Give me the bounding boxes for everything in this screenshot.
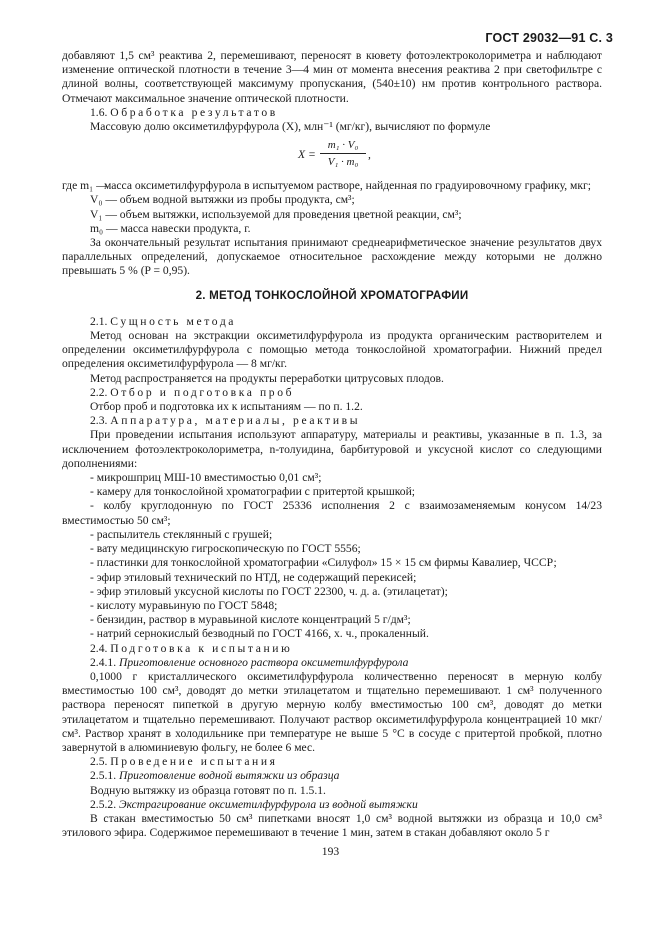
- section-number: 2.4.: [90, 641, 108, 655]
- paragraph-final-result: За окончательный результат испытания принимают среднеарифметическое значение результатов двух параллельных определений, допускаемое относительное расхождение между которыми не должно превышать 5 % (P = 0,95).: [62, 236, 602, 278]
- section-title: Проведение испытания: [110, 755, 278, 769]
- section-2-5-2-heading: [62, 798, 602, 812]
- section-2-5-heading: [62, 755, 602, 769]
- where-v1: V₁ — объем вытяжки, используемой для проведения цветной реакции, см³;: [90, 207, 462, 221]
- section-2-2-text: Отбор проб и подготовка их к испытаниям — по п. 1.2.: [90, 400, 363, 414]
- formula-denominator: V₁ · m₀: [327, 156, 359, 169]
- list-item: - микрошприц МШ-10 вместимостью 0,01 см³;: [90, 471, 322, 485]
- formula-tail: ,: [368, 148, 371, 162]
- page-header: ГОСТ 29032—91 С. 3: [485, 31, 613, 45]
- section-2-3-heading: [62, 414, 602, 428]
- list-item: - распылитель стеклянный с грушей;: [90, 527, 273, 541]
- list-item: - бензидин, раствор в муравьиной кислоте концентраций 5 г/дм³;: [90, 613, 411, 627]
- list-item: - колбу круглодонную по ГОСТ 25336 исполнения 2 с взаимозаменяемым конусом 14/23 вместимостью 50 см³;: [62, 499, 602, 527]
- where-m1: [62, 179, 602, 193]
- list-item: - кислоту муравьиную по ГОСТ 5848;: [90, 598, 278, 612]
- section-title: Сущность метода: [110, 314, 237, 328]
- paragraph-top: добавляют 1,5 см³ реактива 2, перемешивают, переносят в кювету фотоэлектроколориметра и наблюдают изменение оптической плотности в течение 3—4 мин от момента внесения реактива 2 при светофильтре с длиной волны, соответствующей максимуму пропускания, (540±10) нм против контрольного раствора. Отмечают максимальное значение оптической плотности.: [62, 49, 602, 105]
- section-2-2-heading: [62, 386, 602, 400]
- formula-lhs: X =: [298, 148, 316, 162]
- formula-numerator: m₁ · V₀: [320, 138, 366, 154]
- section-number: 2.5.: [90, 755, 108, 769]
- section-title: Отбор и подготовка проб: [110, 385, 295, 399]
- section-1-6-heading: [62, 106, 602, 120]
- section-2-3-intro: При проведении испытания используют аппаратуру, материалы и реактивы, указанные в п. 1.3, за исключением фотоэлектроколориметра, n-толуидина, барбитуровой и уксусной кислот со следующими дополнениями:: [62, 428, 602, 470]
- list-item: - камеру для тонкослойной хроматографии с притертой крышкой;: [90, 485, 416, 499]
- section-number: 2.5.2.: [90, 797, 117, 811]
- document-body: [62, 49, 602, 840]
- section-title: Приготовление основного раствора оксиметилфурфурола: [119, 655, 409, 669]
- section-title: Аппаратура, материалы, реактивы: [110, 414, 361, 428]
- section-title: Приготовление водной вытяжки из образца: [119, 769, 340, 783]
- section-number: 2.5.1.: [90, 769, 117, 783]
- section-2-4-1-heading: [62, 656, 602, 670]
- list-item: - эфир этиловый технический по НТД, не содержащий перекисей;: [90, 570, 417, 584]
- section-2-1-paragraph-2: Метод распространяется на продукты переработки цитрусовых плодов.: [90, 371, 444, 385]
- section-number: 2.1.: [90, 314, 108, 328]
- section-2-5-1-heading: [62, 769, 602, 783]
- list-item: - вату медицинскую гигроскопическую по ГОСТ 5556;: [90, 542, 361, 556]
- list-item: - эфир этиловый уксусной кислоты по ГОСТ 22300, ч. д. а. (этилацетат);: [90, 584, 448, 598]
- section-2-heading: 2. МЕТОД ТОНКОСЛОЙНОЙ ХРОМАТОГРАФИИ: [195, 288, 469, 302]
- where-v0: V₀ — объем водной вытяжки из пробы продукта, см³;: [90, 193, 355, 207]
- section-number: 2.2.: [90, 385, 108, 399]
- section-2-4-1-text: 0,1000 г кристаллического оксиметилфурфурола количественно переносят в мерную колбу вместимостью 100 см³, доводят до метки этилацетатом и тщательно перемешивают. 1 см³ полученного раствора переносят пипеткой в другую мерную колбу вместимостью 100 см³, доводят до метки этилацетатом и тщательно перемешивают. Получают раствор оксиметилфурфурола концентрацией 10 мкг/см³. Раствор хранят в холодильнике при температуре не выше 5 °С в сосуде с притертой пробкой, плотно завернутой в алюминиевую фольгу, не более 6 мес.: [62, 669, 602, 754]
- section-title: Экстрагирование оксиметилфурфурола из водной вытяжки: [119, 797, 418, 811]
- where-m1-text: масса оксиметилфурфурола в испытуемом растворе, найденная по градуировочному графику, мкг;: [104, 179, 591, 193]
- page-number: 193: [321, 845, 340, 858]
- formula: [62, 137, 602, 175]
- where-m0: m₀ — масса навески продукта, г.: [90, 221, 251, 235]
- list-item: - пластинки для тонкослойной хроматографии «Силуфол» 15 × 15 см фирмы Кавалиер, ЧССР;: [90, 556, 557, 570]
- section-number: 1.6.: [90, 105, 108, 119]
- section-2-1-heading: [62, 315, 602, 329]
- list-item: - натрий сернокислый безводный по ГОСТ 4166, х. ч., прокаленный.: [90, 627, 429, 641]
- section-2-5-2-text: В стакан вместимостью 50 см³ пипетками вносят 1,0 см³ водной вытяжки из образца и 10,0 см³ этилового эфира. Содержимое перемешивают в течение 1 мин, затем в стакан добавляют около 5 г: [62, 811, 602, 840]
- section-number: 2.4.1.: [90, 655, 117, 669]
- section-2-5-1-text: Водную вытяжку из образца готовят по п. 1.5.1.: [90, 783, 326, 797]
- section-1-6-text: Массовую долю оксиметилфурфурола (X), млн⁻¹ (мг/кг), вычисляют по формуле: [90, 120, 491, 134]
- formula-fraction: [320, 138, 366, 169]
- section-title: Подготовка к испытанию: [110, 641, 293, 655]
- section-title: Обработка результатов: [110, 105, 278, 119]
- section-2-4-heading: [62, 642, 602, 656]
- section-number: 2.3.: [90, 414, 108, 428]
- section-2-1-paragraph-1: Метод основан на экстракции оксиметилфурфурола из продукта органическим растворителем и определении оксиметилфурфурола с помощью метода тонкослойной хроматографии. Нижний предел определения оксиметилфурфурола — 8 мг/кг.: [62, 329, 602, 371]
- where-m1-label: где m₁ —: [62, 179, 108, 193]
